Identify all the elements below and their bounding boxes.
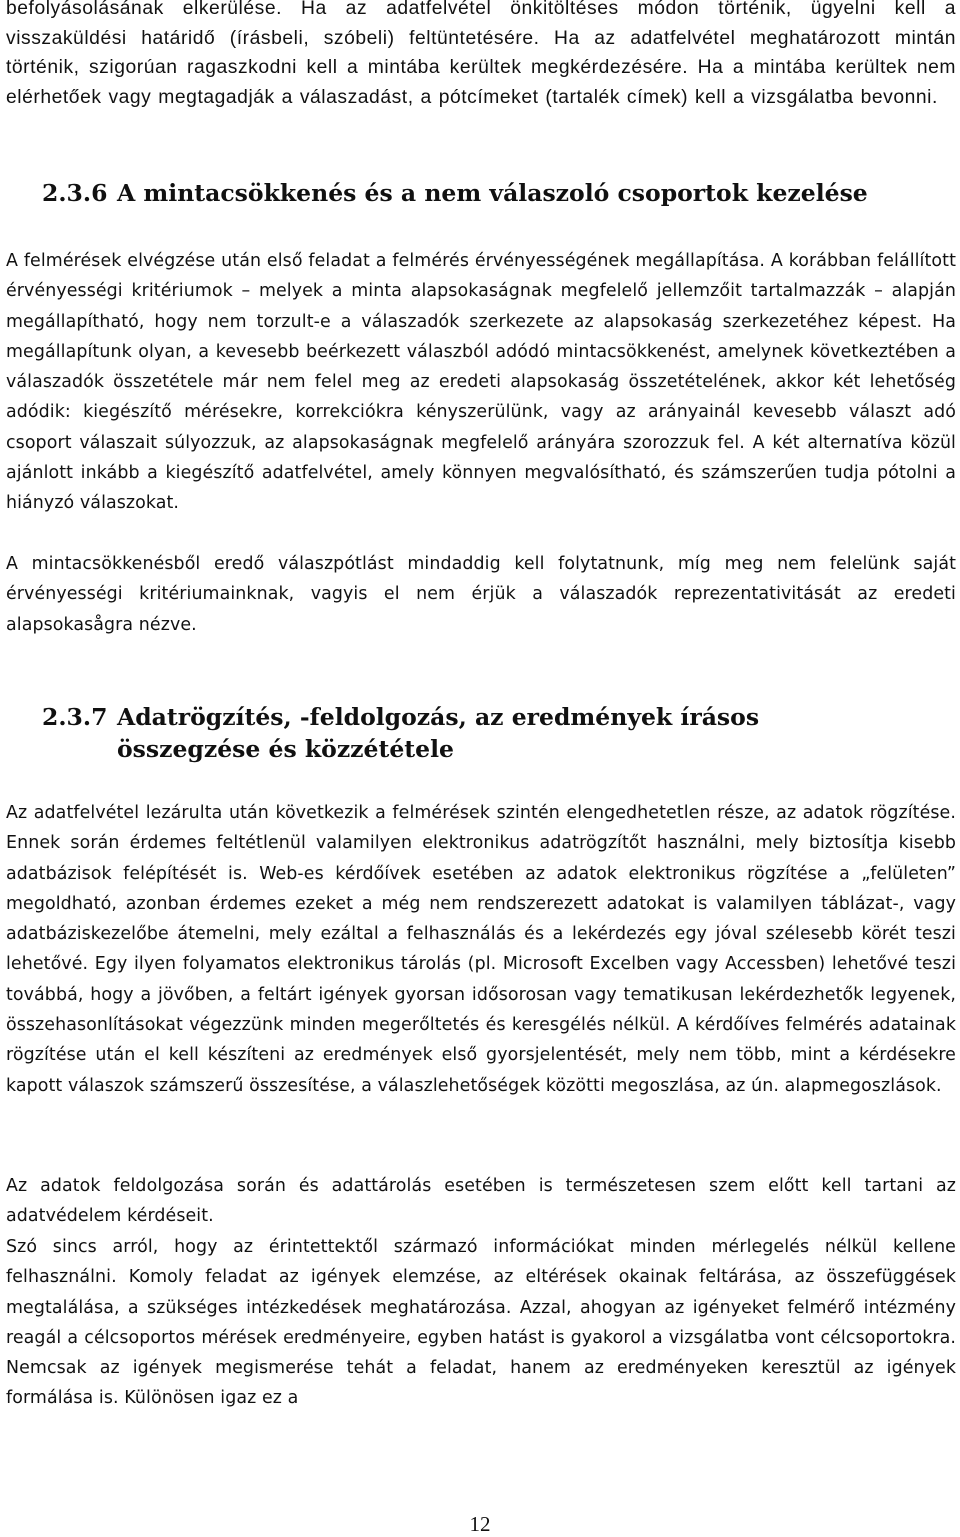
body-paragraph: A felmérések elvégzése után első feladat a felmérés érvényességének megállapítása. A korábban felállított érvényességi kritériumok – melyek a minta alapsokaságnak megfelelő jellemzőit tartalmazzák – alapján megállapítható, hogy nem torzult-e a válaszadók szerkezete az alapsokaság szerkezetéhez képest. Ha megállapítunk olyan, a kevesebb beérkezett válaszból adódó mintacsökkenést, amelynek következtében a válaszadók összetétele már nem felel meg az eredeti alapsokaság összetételének, akkor két lehetőség adódik: kiegészítő mérésekre, korrekciókra kényszerülünk, vagy az arányainál kevesebb választ adó csoport válaszait súlyozzuk, az alapsokaságnak megfelelő arányára szorozzuk fel. A két alternatíva közül ajánlott inkább a kiegészítő adatfelvétel, amely könnyen megvalósítható, és számszerűen tudja pótolni a hiányzó válaszokat.: [6, 251, 956, 514]
intro-paragraph: befolyásolásának elkerülése. Ha az adatfelvétel önkitöltéses módon történik, ügyelni kell a visszaküldési határidő (írásbeli, szóbeli) feltüntetésére. Ha az adatfelvétel meghatározott mintán történik, szigorúan ragaszkodni kell a mintába kerültek megkérdezésére. Ha a mintába kerültek nem elérhetőek vagy megtagadják a válaszadást, a pótcímeket (tartalék címek) kell a vizsgálatba bevonni.: [6, 0, 956, 108]
body-paragraph: Az adatfelvétel lezárulta után következik a felmérések szintén elengedhetetlen része, az adatok rögzítése. Ennek során érdemes feltétlenül valamilyen elektronikus adatrögzítőt használni, mely biztosítja kisebb adatbázisok felépítését is. Web-es kérdőívek esetében az adatok elektronikus rögzítése a „felületen” megoldható, azonban érdemes ezeket a még nem rendszerezett adatokat is valamilyen táblázat-, vagy adatbáziskezelőbe átemelni, mely ezáltal a felhasználás és a lekérdezés egy jóval szélesebb körét teszi lehetővé. Egy ilyen folyamatos elektronikus tárolás (pl. Microsoft Excelben vagy Accessben) lehetővé teszi továbbá, hogy a jövőben, a feltárt igények gyorsan idősorosan vagy tematikusan lekérdezhetők legyenek, összehasonlításokat végezzünk minden megerőltetés és keresgélés nélkül. A kérdőíves felmérés adatainak rögzítése után el kell készíteni az eredmények első gyorsjelentését, mely nem több, mint a kérdésekre kapott válaszok számszerű összesítése, a válaszlehetőségek közötti megoszlása, az ún. alapmegoszlások.: [6, 803, 956, 1096]
section-number: 2.3.6: [42, 179, 108, 207]
section-heading-2-3-7: [42, 702, 922, 772]
body-paragraph: Az adatok feldolgozása során és adattárolás esetében is természetesen szem előtt kell tartani az adatvédelem kérdéseit.: [6, 1176, 956, 1227]
section-title: Adatrögzítés, -feldolgozás, az eredmények írásos összegzése és közzététele: [117, 703, 760, 763]
section-heading-2-3-6: [42, 176, 942, 212]
section-title: A mintacsökkenés és a nem válaszoló csoportok kezelése: [117, 179, 868, 207]
body-paragraph: A mintacsökkenésből eredő válaszpótlást mindaddig kell folytatnunk, míg meg nem felelünk saját érvényességi kritériumainknak, vagyis el nem érjük a válaszadók reprezentativitását az eredeti alapsokasågra nézve.: [6, 554, 956, 635]
page-number: 12: [469, 1512, 491, 1536]
body-paragraph: Szó sincs arról, hogy az érintettektől származó információkat minden mérlegelés nélkül kellene felhasználni. Komoly feladat az igények elemzése, az eltérések okainak feltárása, az összefüggések megtalálása, a szükséges intézkedések meghatározása. Azzal, ahogyan az igényeket felmérő intézmény reagál a célcsoportos mérések eredményeire, egyben hatást is gyakorol a vizsgálatba vont célcsoportokra. Nemcsak az igények megismerése tehát a feladat, hanem az eredményeken keresztül az igények formálása is. Különösen igaz ez a: [6, 1237, 956, 1409]
section-number: 2.3.7: [42, 703, 108, 731]
